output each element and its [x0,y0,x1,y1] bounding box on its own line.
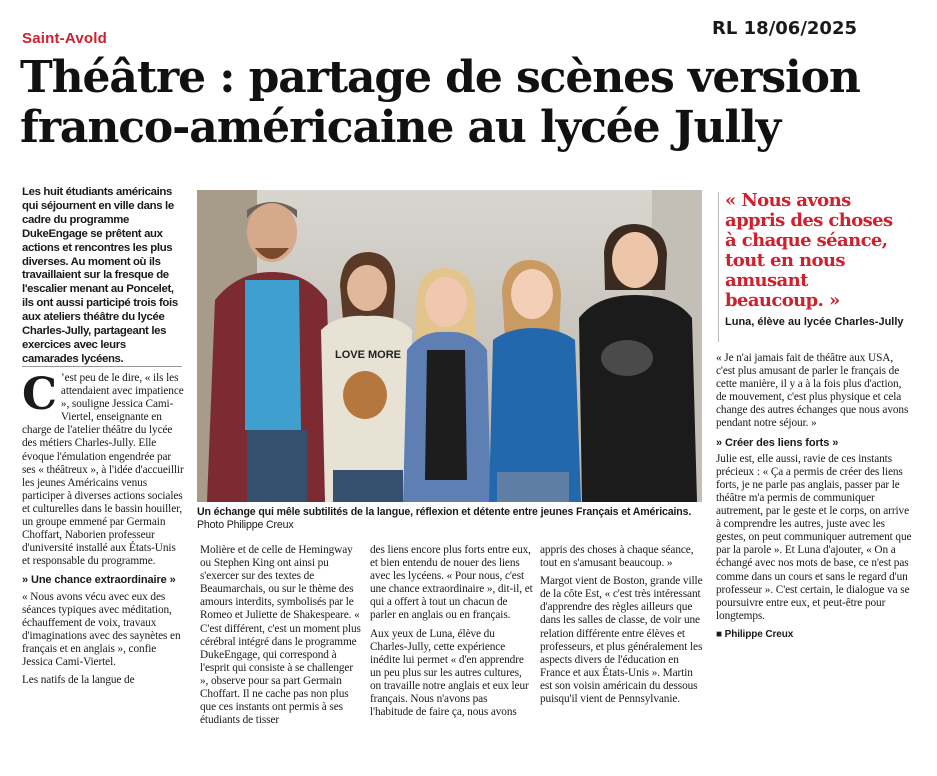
article-column-5 [716,352,913,774]
article-column-1 [22,372,184,772]
shirt-text: LOVE MORE [335,349,402,361]
article-column-2 [200,544,363,774]
caption-credit: Photo Philippe Creux [197,519,294,531]
drop-cap: C [22,372,57,420]
article-headline: Théâtre : partage de scènes version franco-américaine au lycée Jully [20,52,860,153]
lead-separator [22,366,182,367]
article-photo [197,190,702,502]
column-5-paragraph-1: « Je n'ai jamais fait de théâtre aux USA, c'est plus amusant de parler le français de cette manière, il y a à la fois plus d'action, de mouvement, c'est plus physique et cela change des autres échanges que nous avons pendant notre séjour. » [716,352,909,430]
column-3-paragraph-1: des liens encore plus forts entre eux, et bien entendu de nouer des liens avec les lycéens. « Pour nous, c'est une chance extraordinaire », dit-il, et qui a offert à tout un chacun de parler en anglais ou en français. [370,544,533,622]
article-lead: Les huit étudiants américains qui séjournent en ville dans le cadre du programme DukeEngage se prêtent aux actions et rencontres les plus diverses. Au moment où ils travaillaient sur la fresque de l'escalier menant au Poncelet, ils ont aussi participé trois fois aux ateliers théâtre du lycée Charles-Jully, partageant les exercices avec leurs camarades lycéens. [22,186,178,365]
column-4-paragraph-1: appris des choses à chaque séance, tout en s'amusant beaucoup. » [540,544,694,570]
column-1-paragraph-3: Les natifs de la langue de [22,674,135,687]
column-2-paragraph-1: Molière et de celle de Hemingway ou Stephen King ont ainsi pu s'exercer sur des textes de Beaumarchais, ou sur le thème des amours interdits, symbolisés par le Romeo et Juliette de Shakespeare. « C'est différent, c'est un moment plus cérébral intégré dans le programme DukeEngage, qui correspond à l'esprit qui consiste à se challenger », observe pour sa part Germain Choffart. Il ne cache pas non plus que ces instants ont permis à ses étudiants de tisser [200,544,361,727]
column-4-paragraph-2: Margot vient de Boston, grande ville de la côte Est, « c'est très intéressant d'apprendre des règles ailleurs que dans les salles de classe, de voir une relation différente entre élèves et professeurs, et plus généralement les aspects divers de l'éducation en France et aux États-Unis ». Martin est son voisin américain du dessous puisqu'il vient de Pennsylvanie. [540,575,703,706]
pull-quote-attribution: Luna, élève au lycée Charles-Jully [725,316,904,328]
section-rubric: Saint-Avold [22,30,107,47]
subhead-chance: » Une chance extraordinaire » [22,574,176,587]
column-3-paragraph-2: Aux yeux de Luna, élève du Charles-Jully, cette expérience inédite lui permet « d'en apprendre un peu plus sur les autres cultures, on travaille notre anglais et eux leur français. Nous n'avons pas l'habitude de faire ça, nous avons [370,627,529,719]
caption-text: Un échange qui mêle subtilités de la langue, réflexion et détente entre jeunes Français et Américains. [197,506,692,518]
photo-group-students [197,190,702,502]
column-1-paragraph-1: ’est peu de le dire, « ils les attendaient avec impatience », souligne Jessica Cami-Viertel, enseignante en charge de l'atelier théâtre du lycée des métiers Charles-Jully. Elle évoque l'émulation engendrée par ses « théâtreux », à l'idée d'accueillir les jeunes Américains venus participer à diverses actions sociales et culturelles dans le bassin houiller, un groupe emmené par Germain Choffart, Naborien professeur d'université installé aux États-Unis et responsable du programme. [22,372,184,568]
pull-quote: « Nous avons appris des choses à chaque séance, tout en nous amusant beaucoup. » [725,190,893,311]
article-credit: ■ Philippe Creux [716,628,794,640]
article-column-4 [540,544,706,774]
column-1-paragraph-2: « Nous avons vécu avec eux des séances typiques avec méditation, échauffement de voix, travaux d'imaginations avec des saynètes en français et en anglais », confie Jessica Cami-Viertel. [22,590,181,668]
quote-rule [718,192,719,342]
date-stamp: RL 18/06/2025 [712,18,857,39]
photo-caption [197,506,702,532]
column-5-paragraph-2: Julie est, elle aussi, ravie de ces instants précieux : « Ça a permis de créer des liens forts, je ne parle pas anglais, passer par le théâtre m'a permis de communiquer autrement, par le geste et le corps, on arrive à comprendre les autres, juste avec les gestes, on peut communiquer autrement que par la parole ». Et Luna d'ajouter, « On a échangé avec nos mots de base, ce n'est pas comme dans un cours et sans le regard d'un professeur ». C'est certain, le dialogue va se poursuivre entre eux, et peut-être pour longtemps. [716,452,912,622]
article-column-3 [370,544,533,774]
subhead-liens: » Créer des liens forts » [716,436,839,449]
